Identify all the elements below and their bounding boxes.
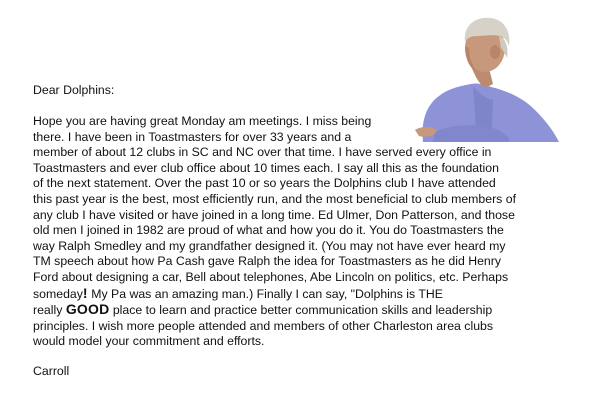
letter-line-good — [33, 302, 593, 319]
letter-line: there. I have been in Toastmasters for over 33 years and a — [33, 129, 352, 144]
letter-line: member of about 12 clubs in SC and NC over that time. I have served every office in — [33, 145, 492, 160]
someday-word: someday — [33, 286, 83, 301]
good-line-start: really — [33, 303, 66, 318]
letter-line: this past year is the best, most efficiently run, and the most beneficial to club members of — [33, 191, 517, 206]
letter-line: Toastmasters and ever club office about 10 times each. I say all this as the foundation — [33, 160, 499, 175]
letter-line: principles. I wish more people attended and members of other Charleston area clubs — [33, 318, 494, 333]
letter-greeting: Dear Dolphins: — [33, 83, 115, 97]
letter-line: old men I joined in 1982 are proud of what and how you do it. You do Toastmasters the — [33, 223, 504, 238]
letter-line: Ford about designing a car, Bell about telephones, Abe Lincoln on politics, etc. Perhaps — [33, 269, 509, 284]
letter-signature: Carroll — [33, 364, 70, 378]
man-portrait-photo — [413, 14, 561, 142]
exclamation-mark: ! — [82, 284, 88, 301]
letter-line: would model your commitment and efforts. — [33, 334, 265, 349]
emphasis-good: GOOD — [65, 301, 110, 318]
letter-line: TM speech about how Pa Cash gave Ralph the idea for Toastmasters as he did Henry — [33, 254, 501, 269]
letter-body — [33, 114, 593, 350]
someday-rest: My Pa was an amazing man.) Finally I can say, "Dolphins is THE — [87, 286, 443, 301]
letter-line: of the next statement. Over the past 10 or so years the Dolphins club I have attended — [33, 176, 496, 191]
letter-line-someday — [33, 286, 593, 303]
letter-line: way Ralph Smedley and my grandfather designed it. (You may not have ever heard my — [33, 238, 506, 253]
good-line-rest: place to learn and practice better communication skills and leadership — [109, 303, 493, 318]
letter-line: any club I have visited or have joined in a long time. Ed Ulmer, Don Patterson, and those — [33, 207, 515, 222]
letter-line: Hope you are having great Monday am meetings. I miss being — [33, 114, 372, 128]
